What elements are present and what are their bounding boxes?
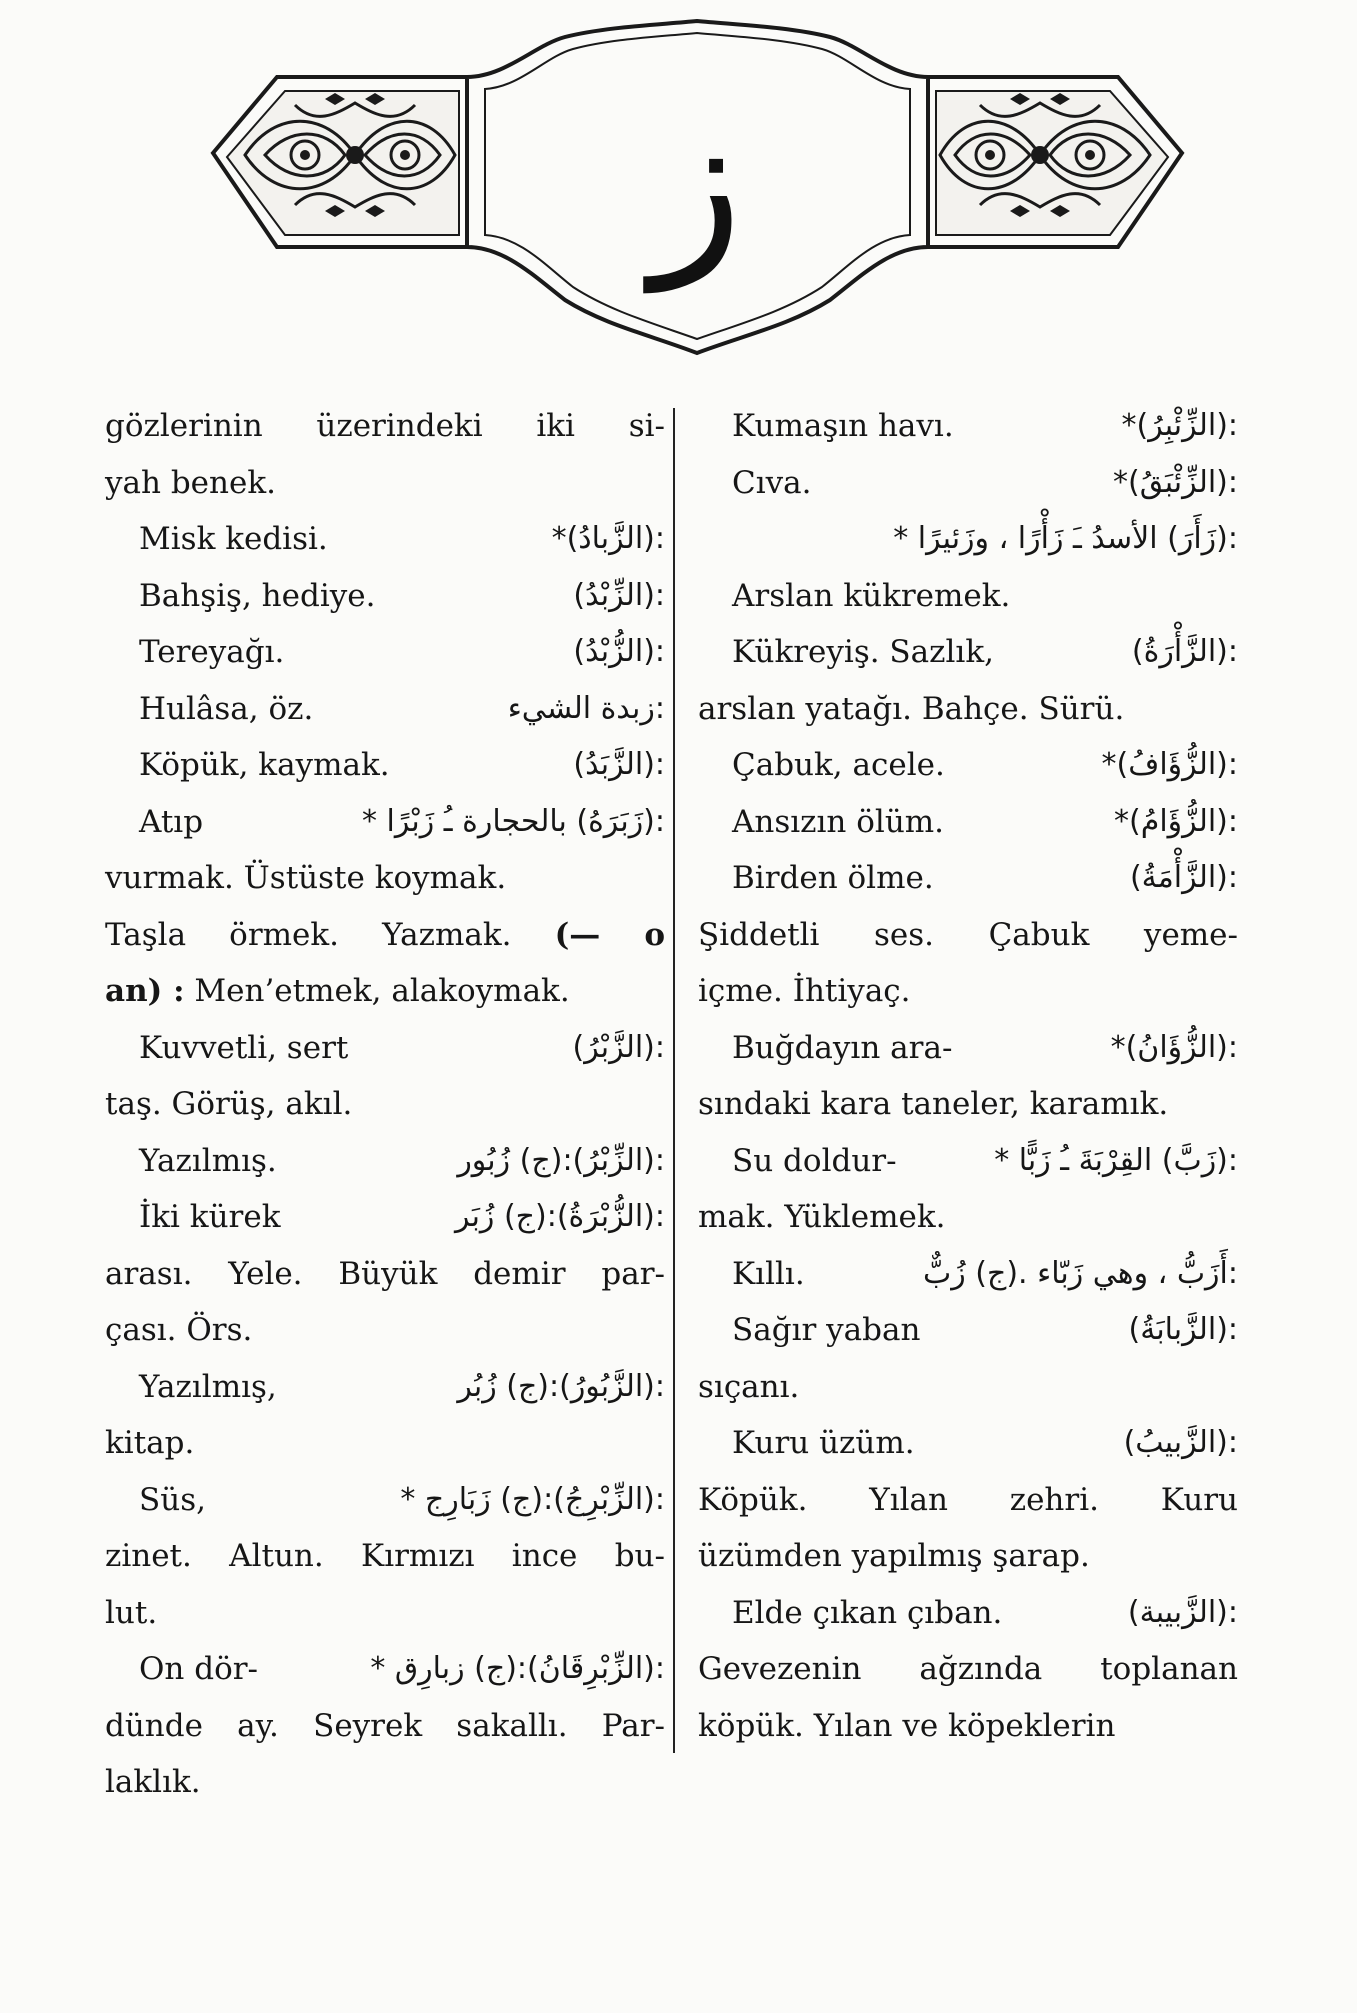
arabic-headword: :(زَبَّ) القِرْبَةَ ـُ زَبًّا * <box>994 1142 1238 1178</box>
definition-text <box>698 1076 1238 1133</box>
arabic-headword: :(الزُّؤَامُ)* <box>1114 803 1238 839</box>
definition-text-span: Şiddetli ses. Çabuk yeme- <box>698 916 1238 953</box>
entry-line <box>698 511 1238 568</box>
definition-text-span: Men’etmek, alakoymak. <box>194 973 570 1009</box>
entry-line <box>105 1472 665 1529</box>
entry-line <box>105 737 665 794</box>
turkish-gloss: Buğdayın ara- <box>732 1029 953 1066</box>
arabic-headword: :(الزَّأْرَةُ) <box>1131 634 1238 669</box>
definition-text-span: vurmak. Üstüste koymak. <box>105 860 507 896</box>
arabic-headword: :(الزَّبُورُ):(ج) زُبُر <box>457 1368 665 1404</box>
definition-text-span: arası. Yele. Büyük demir par- <box>105 1255 665 1292</box>
turkish-gloss: Ansızın ölüm. <box>732 803 945 840</box>
entry-line <box>698 1528 1238 1585</box>
turkish-gloss: Tereyağı. <box>139 634 285 670</box>
definition-text <box>105 1415 665 1472</box>
arabic-headword: :(الزَّبيبُ) <box>1123 1425 1238 1460</box>
entry-line <box>105 1585 665 1642</box>
turkish-gloss: Kükreyiş. Sazlık, <box>732 634 994 670</box>
turkish-gloss: Kuvvetli, sert <box>139 1029 349 1066</box>
entry-line <box>105 963 665 1020</box>
definition-text-span: taş. Görüş, akıl. <box>105 1086 353 1122</box>
entry-line <box>698 907 1238 964</box>
definition-text <box>732 568 1238 625</box>
column-divider <box>673 408 675 1753</box>
definition-text-span: köpük. Yılan ve köpeklerin <box>698 1707 1116 1744</box>
definition-text-span: Gevezenin ağzında toplanan <box>698 1651 1238 1687</box>
arabic-headword: :(الزُّؤَافُ)* <box>1101 747 1238 782</box>
bold-phrase: an) : <box>105 973 185 1009</box>
definition-text <box>105 907 665 964</box>
turkish-gloss: Yazılmış. <box>139 1142 277 1179</box>
arabic-headword: :(الزُّبْدُ) <box>573 634 665 669</box>
entry-line <box>105 455 665 512</box>
definition-text <box>698 1359 1238 1416</box>
turkish-gloss: Kuru üzüm. <box>732 1425 915 1461</box>
arabic-headword: :(الزَّبَدُ) <box>573 747 665 782</box>
turkish-gloss: On dör- <box>139 1651 259 1687</box>
entry-line <box>105 681 665 738</box>
definition-text-span: Taşla örmek. Yazmak. <box>105 916 512 953</box>
entry-line <box>105 1133 665 1190</box>
arabic-headword: :(الزُّؤَانُ)* <box>1110 1029 1238 1065</box>
entry-line <box>698 1415 1238 1472</box>
entry-line <box>105 1076 665 1133</box>
arabic-headword: :زبدة الشيء <box>507 690 665 726</box>
header-ornament <box>205 15 1190 360</box>
turkish-gloss: Atıp <box>139 803 204 840</box>
entry-line <box>698 455 1238 512</box>
definition-text <box>105 455 665 512</box>
definition-text <box>698 681 1238 738</box>
definition-text <box>698 963 1238 1020</box>
arabic-headword: :(زَبَرَهُ) بالحجارة ـُ زَبْرًا * <box>362 803 665 839</box>
arabic-headword: :(الزَّبابَةُ) <box>1128 1312 1238 1347</box>
entry-line <box>698 1698 1238 1755</box>
entry-line <box>698 624 1238 681</box>
turkish-gloss: Kıllı. <box>732 1255 805 1292</box>
definition-text <box>105 1698 665 1755</box>
definition-text-span: sıçanı. <box>698 1368 800 1405</box>
bold-phrase: (— o <box>554 916 666 953</box>
definition-text-span: sındaki kara taneler, karamık. <box>698 1086 1169 1122</box>
definition-text <box>698 1189 1238 1246</box>
entry-line <box>698 1189 1238 1246</box>
entry-line <box>698 963 1238 1020</box>
arabic-headword: :(الزُّبْرَةُ):(ج) زُبَر <box>455 1199 665 1234</box>
turkish-gloss: Süs, <box>139 1481 206 1518</box>
entry-line <box>105 398 665 455</box>
entry-line <box>698 1641 1238 1698</box>
definition-text <box>698 1472 1238 1529</box>
turkish-gloss: Kumaşın havı. <box>732 408 954 444</box>
definition-text <box>105 1076 665 1133</box>
definition-text-span: çası. Örs. <box>105 1312 253 1348</box>
entry-line <box>105 624 665 681</box>
definition-text-span: mak. Yüklemek. <box>698 1199 946 1235</box>
entry-line <box>105 1528 665 1585</box>
turkish-gloss: İki kürek <box>139 1199 281 1235</box>
entry-line <box>698 398 1238 455</box>
entry-line <box>105 1246 665 1303</box>
definition-text <box>698 907 1238 964</box>
entry-line <box>105 511 665 568</box>
arabic-headword: :(الزِّبْرُ):(ج) زُبُور <box>457 1142 665 1178</box>
definition-text <box>105 1528 665 1585</box>
definition-text <box>698 1698 1238 1755</box>
definition-text-span: dünde ay. Seyrek sakallı. Par- <box>105 1707 665 1744</box>
entry-line <box>698 794 1238 851</box>
right-column <box>698 398 1238 1754</box>
arabic-headword: :(الزِّبْرِقَانُ):(ج) زبارِق * <box>370 1651 665 1686</box>
definition-text-span: zinet. Altun. Kırmızı ince bu- <box>105 1538 665 1574</box>
turkish-gloss: Çabuk, acele. <box>732 747 945 783</box>
entry-line <box>105 794 665 851</box>
definition-text-span: Arslan kükremek. <box>732 577 1011 614</box>
turkish-gloss: Misk kedisi. <box>139 521 328 557</box>
definition-text <box>105 850 665 907</box>
definition-text-span: arslan yatağı. Bahçe. Sürü. <box>698 690 1125 727</box>
arabic-headword: :(الزِّبْرِجُ):(ج) زَبَارِج * <box>400 1481 665 1517</box>
definition-text-span: gözlerinin üzerindeki iki si- <box>105 408 665 444</box>
entry-line <box>698 568 1238 625</box>
entry-line <box>105 850 665 907</box>
arabic-headword: :(الزِّئْبَقُ)* <box>1113 464 1238 500</box>
entry-line <box>105 1189 665 1246</box>
definition-text <box>105 1302 665 1359</box>
turkish-gloss: Birden ölme. <box>732 860 934 896</box>
definition-text-span: içme. İhtiyaç. <box>698 973 911 1009</box>
entry-line <box>105 1698 665 1755</box>
entry-line <box>105 1359 665 1416</box>
turkish-gloss: Sağır yaban <box>732 1312 921 1348</box>
arabic-headword: :(الزِّبْدُ) <box>573 577 665 613</box>
definition-text <box>105 963 665 1020</box>
turkish-gloss: Cıva. <box>732 464 812 501</box>
definition-text-span: lut. <box>105 1594 158 1631</box>
definition-text <box>698 1641 1238 1698</box>
definition-text-span: kitap. <box>105 1425 195 1461</box>
entry-line <box>698 1472 1238 1529</box>
definition-text-span: üzümden yapılmış şarap. <box>698 1538 1090 1574</box>
entry-line <box>105 1754 665 1811</box>
turkish-gloss: Yazılmış, <box>139 1368 277 1405</box>
entry-line <box>698 1359 1238 1416</box>
entry-line <box>105 1415 665 1472</box>
definition-text <box>105 398 665 455</box>
turkish-gloss: Elde çıkan çıban. <box>732 1594 1003 1631</box>
entry-line <box>698 850 1238 907</box>
entry-line <box>105 907 665 964</box>
arabic-headword: :(زَأَرَ) الأسدُ ـَ زَأْرًا ، وزَئيرًا * <box>893 521 1238 556</box>
arabic-headword: :(الزِّئْبِرُ)* <box>1121 408 1238 443</box>
entry-line <box>698 737 1238 794</box>
entry-line <box>105 568 665 625</box>
arabic-headword: :(الزَّأْمَةُ) <box>1129 860 1238 895</box>
left-arabesque-panel <box>213 77 467 247</box>
arabic-headword: :(الزَّبيبة) <box>1127 1594 1238 1630</box>
definition-text <box>105 1585 665 1642</box>
entry-line <box>698 1585 1238 1642</box>
header-letter: ز <box>651 71 743 292</box>
definition-text-span: Köpük. Yılan zehri. Kuru <box>698 1481 1238 1518</box>
left-column <box>105 398 665 1811</box>
turkish-gloss: Su doldur- <box>732 1142 897 1179</box>
entry-line <box>105 1302 665 1359</box>
arabic-headword: :(الزَّبْرُ) <box>572 1029 665 1065</box>
entry-line <box>105 1020 665 1077</box>
turkish-gloss: Bahşiş, hediye. <box>139 577 376 614</box>
entry-line <box>698 1246 1238 1303</box>
definition-text-span: laklık. <box>105 1764 201 1800</box>
entry-line <box>698 1020 1238 1077</box>
definition-text-span: yah benek. <box>105 464 276 501</box>
entry-line <box>698 1133 1238 1190</box>
arabic-headword: :(الزَّبادُ)* <box>551 521 665 556</box>
right-arabesque-panel <box>928 77 1182 247</box>
arabic-headword: :أَزَبُّ ، وهي زَبّاء .(ج) زُبٌّ <box>923 1255 1238 1291</box>
turkish-gloss: Köpük, kaymak. <box>139 747 390 783</box>
definition-text <box>105 1754 665 1811</box>
entry-line <box>698 1302 1238 1359</box>
entry-line <box>698 1076 1238 1133</box>
turkish-gloss: Hulâsa, öz. <box>139 690 314 727</box>
definition-text <box>698 1528 1238 1585</box>
entry-line <box>105 1641 665 1698</box>
definition-text <box>105 1246 665 1303</box>
entry-line <box>698 681 1238 738</box>
